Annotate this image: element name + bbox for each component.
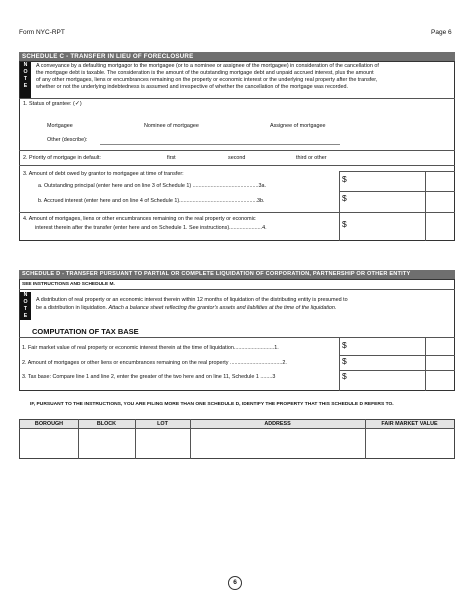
option-mortgagee[interactable]: Mortgagee	[47, 123, 73, 129]
option-second[interactable]: second	[228, 155, 246, 161]
outstanding-principal-label: a. Outstanding principal (enter here and on line 3 of Schedule 1) ............................................3a.	[38, 183, 267, 189]
note-letter: E	[23, 313, 28, 319]
schedule-d-note-badge	[20, 292, 31, 320]
column-header-block: BLOCK	[96, 421, 117, 427]
divider	[19, 337, 455, 338]
address-cell[interactable]	[191, 429, 365, 458]
schedule-c-note-line: the mortgage debt is taxable. The consideration is the amount of the outstanding mortgage debt and unpaid accrued interest, plus the amount	[36, 70, 374, 76]
mortgages-liens-label: 2. Amount of mortgages or other liens or encumbrances remaining on the real property ...................................2.	[22, 360, 287, 366]
column-header-address: ADDRESS	[264, 421, 291, 427]
schedule-c-note-line: whether or not the underlying indebtedness is assumed and irrespective of whether the cancellation of the mortgage was recorded.	[36, 84, 348, 90]
accrued-interest-label: b. Accrued interest (enter here and on line 4 of Schedule 1)....................................................3b.	[38, 198, 265, 204]
note-letter: N	[23, 62, 28, 68]
note-letter: O	[23, 299, 28, 305]
option-third-or-other[interactable]: third or other	[296, 155, 327, 161]
amount-3a-field[interactable]: $	[342, 174, 347, 184]
remaining-liens-label-1: 4. Amount of mortgages, liens or other encumbrances remaining on the real property or economic	[23, 216, 256, 222]
computation-title: COMPUTATION OF TAX BASE	[32, 327, 139, 336]
note-letter: N	[23, 292, 28, 298]
divider	[19, 150, 455, 151]
identify-property-text: IF, PURSUANT TO THE INSTRUCTIONS, YOU ARE FILING MORE THAN ONE SCHEDULE D, IDENTIFY THE PROPERTY THAT THIS SCHEDULE D REFERS TO.	[30, 402, 394, 407]
divider	[19, 289, 455, 290]
cents-column-divider	[425, 337, 426, 391]
column-header-fair-market-value: FAIR MARKET VALUE	[381, 421, 438, 427]
schedule-c-note-badge	[20, 62, 31, 98]
column-header-lot: LOT	[157, 421, 168, 427]
amount-column-top	[339, 171, 455, 172]
amount-row-divider	[339, 355, 455, 356]
amount-column-divider	[339, 171, 340, 241]
page-label: Page 6	[431, 29, 452, 36]
note-letter: T	[23, 306, 28, 312]
fair-market-value-label: 1. Fair market value of real property or economic interest therein at the time of liquidation...........................1.	[22, 345, 279, 351]
note-letter: E	[23, 83, 28, 89]
divider	[19, 212, 455, 213]
priority-label: 2. Priority of mortgage in default:	[23, 155, 101, 161]
page-number: 6	[228, 576, 242, 590]
amount-4-field[interactable]: $	[342, 219, 347, 229]
divider	[19, 98, 455, 99]
option-assignee-of-mortgagee[interactable]: Assignee of mortgagee	[270, 123, 326, 129]
schedule-d-note-line-1: A distribution of real property or an economic interest therein within 12 months of liquidation of the distributing entity is presumed to	[36, 297, 348, 303]
block-cell[interactable]	[79, 429, 135, 458]
amount-row-divider	[339, 191, 455, 192]
amount-d3-field[interactable]: $	[342, 371, 347, 381]
amount-d1-field[interactable]: $	[342, 340, 347, 350]
borough-cell[interactable]	[20, 429, 78, 458]
schedule-c-note-line: A conveyance by a defaulting mortgagor to the mortgagee (or to a nominee or assignee of the mortgagee) in consideration of the cancellation of	[36, 63, 379, 69]
note-letter: O	[23, 69, 28, 75]
schedule-d-instructions-ref: SEE INSTRUCTIONS AND SCHEDULE M.	[22, 282, 115, 287]
amount-column-divider	[339, 337, 340, 391]
checkmark-icon: ✓	[74, 101, 80, 107]
tax-base-label: 3. Tax base: Compare line 1 and line 2, enter the greater of the two here and on line 11, Schedule 1 ........3	[22, 374, 276, 380]
form-name: Form NYC-RPT	[19, 29, 65, 36]
schedule-c-title: SCHEDULE C - TRANSFER IN LIEU OF FORECLOSURE	[19, 52, 455, 61]
grantee-status-label: 1. Status of grantee: (✓)	[23, 101, 82, 107]
amount-d2-field[interactable]: $	[342, 356, 347, 366]
divider	[19, 165, 455, 166]
other-describe-field[interactable]	[100, 144, 340, 145]
option-first[interactable]: first	[167, 155, 176, 161]
debt-owed-label: 3. Amount of debt owed by grantor to mortgagee at time of transfer:	[23, 171, 184, 177]
other-describe-label: Other (describe):	[47, 137, 88, 143]
option-nominee-of-mortgagee[interactable]: Nominee of mortgagee	[144, 123, 199, 129]
schedule-c-note-line: of any other mortgages, liens or encumbrances remaining on the property or economic interest or the underlying real property after the transfer,	[36, 77, 378, 83]
amount-3b-field[interactable]: $	[342, 193, 347, 203]
cents-column-divider	[425, 171, 426, 241]
note-letter: T	[23, 76, 28, 82]
remaining-liens-label-2: interest therein after the transfer (enter here and on Schedule 1. See instructions)......................4.	[35, 225, 267, 231]
schedule-d-title: SCHEDULE D - TRANSFER PURSUANT TO PARTIAL OR COMPLETE LIQUIDATION OF CORPORATION, PARTNERSHIP OR OTHER ENTITY	[19, 270, 455, 279]
fair-market-value-cell[interactable]	[366, 429, 454, 458]
lot-cell[interactable]	[136, 429, 190, 458]
column-header-borough: BOROUGH	[34, 421, 64, 427]
schedule-d-note-line-2: be a distribution in liquidation. Attach a balance sheet reflecting the grantor's assets and liabilities at the time of the liquidation.	[36, 305, 337, 311]
amount-row-divider	[339, 370, 455, 371]
